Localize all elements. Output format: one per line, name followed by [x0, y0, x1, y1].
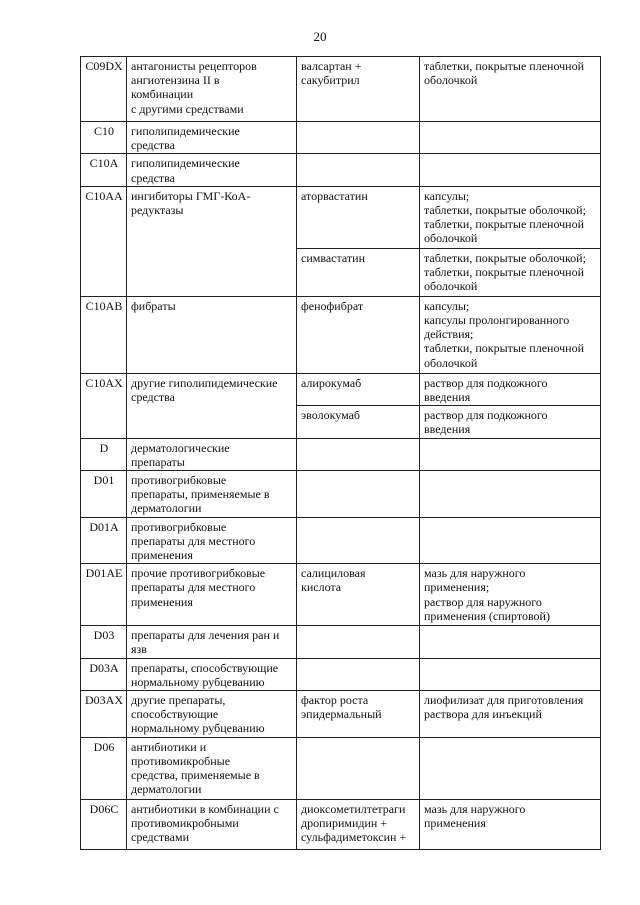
- table-row: [81, 471, 601, 518]
- group-name: противогрибковые препараты, применяемые в дерматологии: [127, 471, 297, 518]
- dosage-form: таблетки, покрытые пленочной оболочкой: [420, 57, 601, 122]
- drug-name: [297, 626, 420, 658]
- page-number: 20: [313, 29, 327, 44]
- dosage-form: таблетки, покрытые оболочкой; таблетки, покрытые пленочной оболочкой: [420, 248, 601, 296]
- dosage-form: [420, 471, 601, 518]
- atc-code: D06: [81, 737, 127, 799]
- table-row: [81, 626, 601, 658]
- atc-code: D03: [81, 626, 127, 658]
- atc-code: C09DX: [81, 57, 127, 122]
- atc-code: D03AX: [81, 691, 127, 738]
- group-name: дерматологические препараты: [127, 438, 297, 470]
- group-name: антибиотики в комбинации с противомикробными средствами: [127, 799, 297, 849]
- atc-code: C10AA: [81, 186, 127, 296]
- atc-code: D01AE: [81, 564, 127, 626]
- drug-name: диоксометилтетраги дропиримидин + сульфадиметоксин +: [297, 799, 420, 849]
- table-row: [81, 658, 601, 690]
- drug-name: алирокумаб: [297, 373, 420, 405]
- atc-code: D01: [81, 471, 127, 518]
- group-name: другие препараты, способствующие нормальному рубцеванию: [127, 691, 297, 738]
- table-row: [81, 438, 601, 470]
- dosage-form: [420, 122, 601, 154]
- drug-name: [297, 471, 420, 518]
- dosage-form: [420, 737, 601, 799]
- drug-name: валсартан + сакубитрил: [297, 57, 420, 122]
- atc-code: D06C: [81, 799, 127, 849]
- table-row: [81, 154, 601, 186]
- drug-table: [80, 56, 601, 850]
- atc-code: C10A: [81, 154, 127, 186]
- atc-code: C10AX: [81, 373, 127, 438]
- group-name: гиполипидемические средства: [127, 122, 297, 154]
- table-row: [81, 564, 601, 626]
- group-name: гиполипидемические средства: [127, 154, 297, 186]
- drug-name: фактор роста эпидермальный: [297, 691, 420, 738]
- group-name: антибиотики и противомикробные средства, применяемые в дерматологии: [127, 737, 297, 799]
- group-name: препараты для лечения ран и язв: [127, 626, 297, 658]
- dosage-form: мазь для наружного применения: [420, 799, 601, 849]
- group-name: прочие противогрибковые препараты для местного применения: [127, 564, 297, 626]
- drug-name: [297, 737, 420, 799]
- group-name: другие гиполипидемические средства: [127, 373, 297, 438]
- table-row: [81, 691, 601, 738]
- drug-name: эволокумаб: [297, 406, 420, 438]
- atc-code: C10AB: [81, 296, 127, 373]
- drug-name: симвастатин: [297, 248, 420, 296]
- drug-name: [297, 122, 420, 154]
- dosage-form: мазь для наружного применения; раствор для наружного применения (спиртовой): [420, 564, 601, 626]
- drug-name: фенофибрат: [297, 296, 420, 373]
- drug-name: [297, 517, 420, 564]
- table-row: [81, 799, 601, 849]
- table-row: [81, 296, 601, 373]
- atc-code: D01A: [81, 517, 127, 564]
- group-name: противогрибковые препараты для местного применения: [127, 517, 297, 564]
- atc-code: C10: [81, 122, 127, 154]
- group-name: препараты, способствующие нормальному рубцеванию: [127, 658, 297, 690]
- dosage-form: [420, 658, 601, 690]
- group-name: ингибиторы ГМГ-КоА- редуктазы: [127, 186, 297, 296]
- dosage-form: [420, 626, 601, 658]
- dosage-form: [420, 438, 601, 470]
- drug-name: [297, 154, 420, 186]
- table-row: [81, 186, 601, 248]
- group-name: фибраты: [127, 296, 297, 373]
- dosage-form: лиофилизат для приготовления раствора для инъекций: [420, 691, 601, 738]
- atc-code: D03A: [81, 658, 127, 690]
- table-row: [81, 373, 601, 405]
- table-row: [81, 517, 601, 564]
- drug-name: [297, 658, 420, 690]
- table-row: [81, 122, 601, 154]
- table-row: [81, 737, 601, 799]
- dosage-form: капсулы; таблетки, покрытые оболочкой; таблетки, покрытые пленочной оболочкой: [420, 186, 601, 248]
- group-name: антагонисты рецепторов ангиотензина II в комбинации с другими средствами: [127, 57, 297, 122]
- dosage-form: раствор для подкожного введения: [420, 373, 601, 405]
- drug-name: салициловая кислота: [297, 564, 420, 626]
- dosage-form: капсулы; капсулы пролонгированного действия; таблетки, покрытые пленочной оболочкой: [420, 296, 601, 373]
- atc-code: D: [81, 438, 127, 470]
- table-row: [81, 57, 601, 122]
- drug-name: [297, 438, 420, 470]
- drug-name: аторвастатин: [297, 186, 420, 248]
- dosage-form: [420, 517, 601, 564]
- dosage-form: [420, 154, 601, 186]
- dosage-form: раствор для подкожного введения: [420, 406, 601, 438]
